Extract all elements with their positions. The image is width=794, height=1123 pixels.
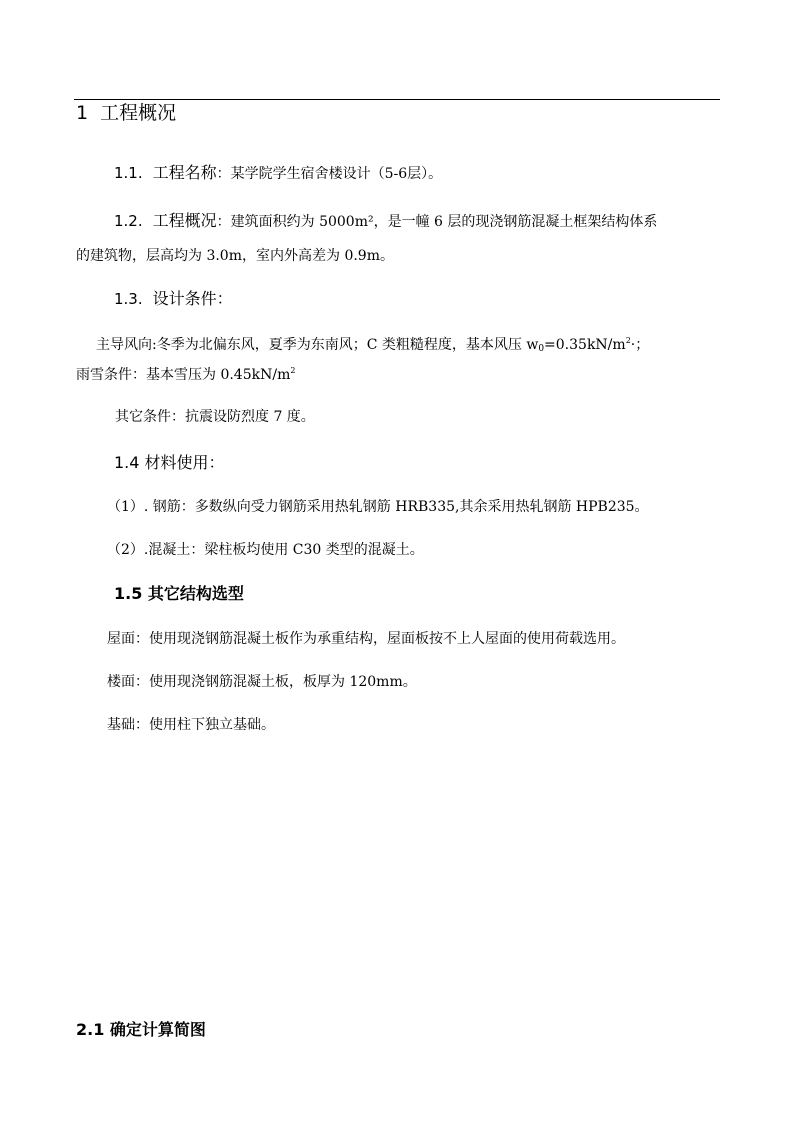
wind-tail: ·； xyxy=(630,337,650,353)
section-2-1-title: 2.1 确定计算简图 xyxy=(76,1020,206,1039)
wind-value: =0.35kN/m xyxy=(544,337,626,353)
section-1-4-title: 1.4 材料使用： xyxy=(114,453,225,472)
structure-roof xyxy=(107,632,625,646)
section-1-2-number: 1.2. xyxy=(114,212,143,230)
section-1-5-heading xyxy=(114,586,244,602)
structure-foundation xyxy=(107,718,275,732)
section-1-1-label: 工程名称 xyxy=(152,163,217,182)
section-1-5-title: 1.5 其它结构选型 xyxy=(114,584,244,603)
wind-text: 主导风向:冬季为北偏东风，夏季为东南风；C 类粗糙程度，基本风压 w xyxy=(96,337,539,353)
section-1-1 xyxy=(114,165,442,181)
material-concrete: （2）.混凝土：梁柱板均使用 C30 类型的混凝土。 xyxy=(107,542,424,558)
section-1-3-heading xyxy=(114,291,233,307)
structure-floor xyxy=(107,675,417,689)
section-1-2-text-2: 的建筑物，层高均为 3.0m，室内外高差为 0.9m。 xyxy=(76,248,394,264)
material-item-1 xyxy=(107,500,649,514)
snow-superscript: 2 xyxy=(290,366,296,375)
foundation-text: 基础：使用柱下独立基础。 xyxy=(107,717,275,733)
wind-condition xyxy=(96,337,649,354)
other-condition xyxy=(115,410,315,424)
section-1-2-label: 工程概况 xyxy=(152,211,217,230)
material-steel: （1）. 钢筋：多数纵向受力钢筋采用热轧钢筋 HRB335,其余采用热轧钢筋 HPB235。 xyxy=(107,499,649,515)
snow-condition xyxy=(76,367,295,382)
section-1-heading xyxy=(76,104,176,123)
roof-text: 屋面：使用现浇钢筋混凝土板作为承重结构，屋面板按不上人屋面的使用荷载选用。 xyxy=(107,631,625,647)
wind-superscript: 2 xyxy=(625,336,631,345)
floor-text: 楼面：使用现浇钢筋混凝土板，板厚为 120mm。 xyxy=(107,674,417,690)
wind-subscript: 0 xyxy=(538,344,545,354)
header-rule xyxy=(74,99,720,100)
section-1-number: 1 xyxy=(76,102,89,124)
other-text: 其它条件：抗震设防烈度 7 度。 xyxy=(115,409,315,425)
section-1-3-label: 设计条件： xyxy=(152,289,233,308)
section-1-2-line-2 xyxy=(76,249,394,263)
section-1-1-text: ：某学院学生宿舍楼设计（5-6层）。 xyxy=(216,166,443,182)
section-1-2-text-1: ：建筑面积约为 5000m²，是一幢 6 层的现浇钢筋混凝土框架结构体系 xyxy=(216,214,658,230)
section-1-1-number: 1.1. xyxy=(114,164,143,182)
section-1-4-heading xyxy=(114,455,225,471)
section-1-2-line-1 xyxy=(114,213,657,229)
section-2-1-heading xyxy=(76,1022,206,1038)
snow-text: 雨雪条件：基本雪压为 0.45kN/m xyxy=(76,367,291,383)
section-1-3-number: 1.3. xyxy=(114,290,143,308)
material-item-2 xyxy=(107,543,424,557)
section-1-title: 工程概况 xyxy=(100,102,177,124)
